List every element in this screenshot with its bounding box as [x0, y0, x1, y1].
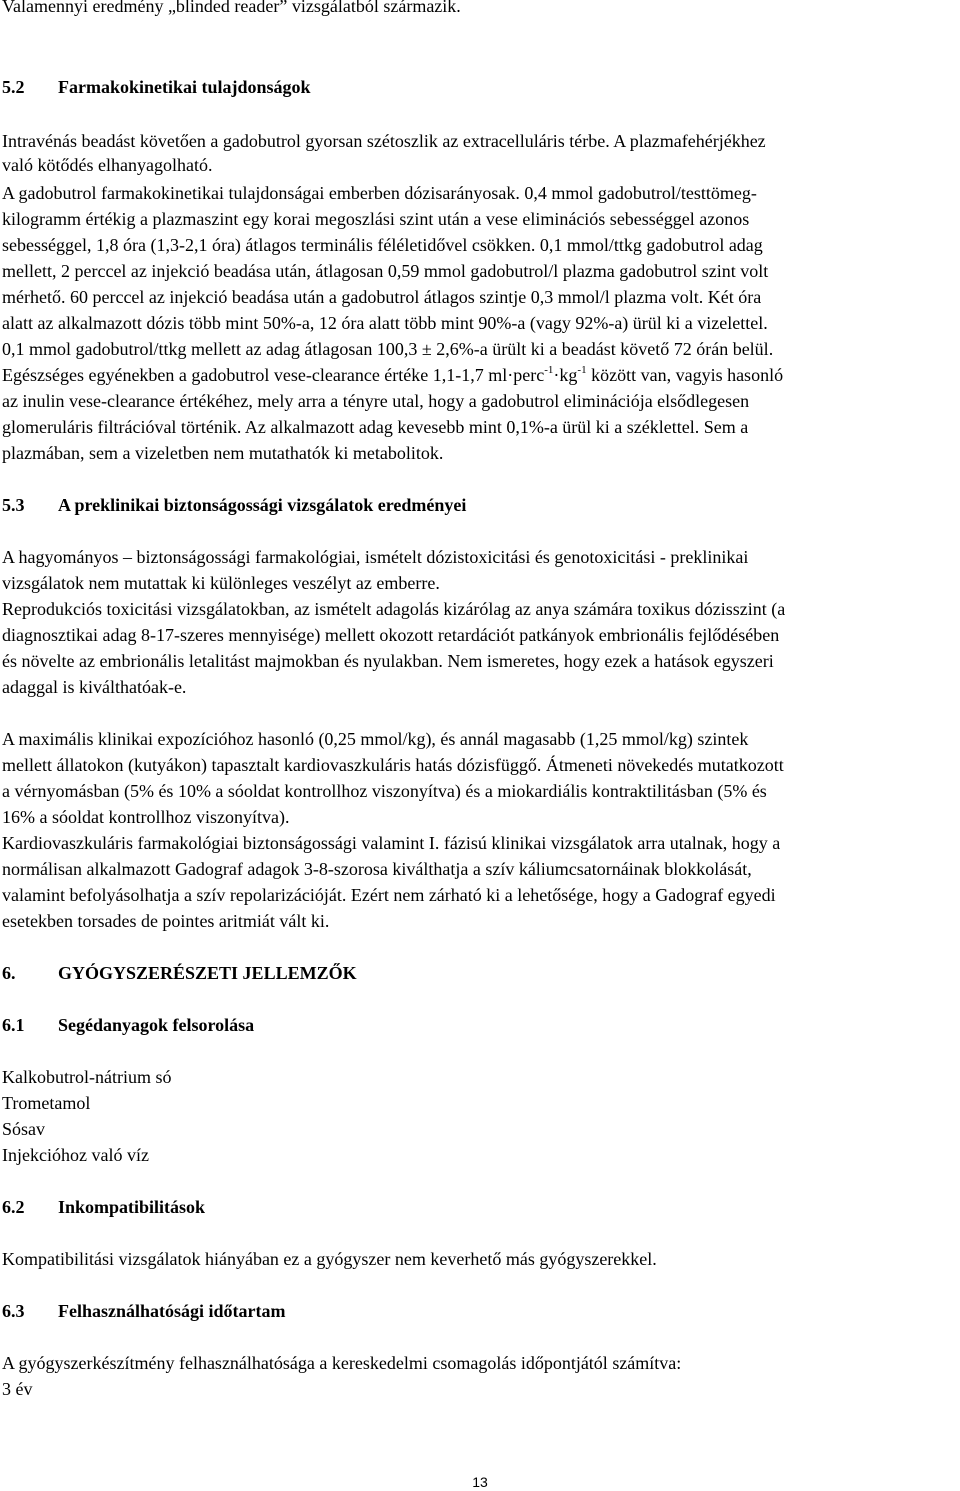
paragraph-line: 3 év [2, 1379, 33, 1399]
paragraph-line: A maximális klinikai expozícióhoz hasonló (0,25 mmol/kg), és annál magasabb (1,25 mmol/kg) szintek [2, 729, 749, 749]
paragraph-line: valamint befolyásolhatja a szív repolarizációját. Ezért nem zárható ki a lehetősége, hogy a Gadograf egyedi [2, 885, 776, 905]
section-heading-6-3 [2, 1300, 286, 1322]
paragraph-line: Intravénás beadást követően a gadobutrol gyorsan szétoszlik az extracelluláris térbe. A plazmafehérjékhez [2, 131, 766, 151]
section-heading-5-3 [2, 494, 466, 516]
paragraph-line: kilogramm értékig a plazmaszint egy korai megoszlási szint után a vese eliminációs sebességgel azonos [2, 209, 750, 229]
paragraph-line: Kompatibilitási vizsgálatok hiányában ez a gyógyszer nem keverhető más gyógyszerekkel. [2, 1249, 657, 1269]
unit-kg: kg [559, 365, 578, 385]
paragraph-line: esetekben torsades de pointes aritmiát vált ki. [2, 911, 330, 931]
unit-minute: perc [513, 365, 545, 385]
excipient-item: Kalkobutrol-nátrium só [2, 1067, 172, 1087]
excipient-item: Injekcióhoz való víz [2, 1145, 149, 1165]
section-title: Farmakokinetikai tulajdonságok [58, 77, 311, 97]
section-title: Felhasználhatósági időtartam [58, 1301, 286, 1321]
section-number: 6.3 [2, 1301, 25, 1321]
section-heading-6-1 [2, 1014, 254, 1036]
paragraph-line: mérhető. 60 perccel az injekció beadása után a gadobutrol átlagos szintje 0,3 mmol/l plazma volt. Két óra [2, 287, 762, 307]
clearance-text: Egészséges egyénekben a gadobutrol vese-clearance értéke 1,1-1,7 ml [2, 365, 508, 385]
section-heading-6 [2, 962, 357, 984]
clearance-text-end: között van, vagyis hasonló [586, 365, 784, 385]
paragraph-line: a vérnyomásban (5% és 10% a sóoldat kontrollhoz viszonyítva) és a miokardiális kontraktilitásban (5% és [2, 781, 767, 801]
paragraph-line: adaggal is kiválthatóak-e. [2, 677, 187, 697]
paragraph-line: alatt az alkalmazott dózis több mint 50%-a, 12 óra alatt több mint 90%-a (vagy 92%-a) ürül ki a vizelettel. [2, 313, 768, 333]
section-heading-5-2 [2, 76, 311, 98]
section-number: 5.3 [2, 495, 25, 515]
section-number: 5.2 [2, 77, 25, 97]
paragraph-line: Reprodukciós toxicitási vizsgálatokban, az ismételt adagolás kizárólag az anya számára toxikus dózisszint (a [2, 599, 786, 619]
paragraph-line: 16% a sóoldat kontrollhoz viszonyítva). [2, 807, 290, 827]
paragraph-line: A gadobutrol farmakokinetikai tulajdonságai emberben dózisarányosak. 0,4 mmol gadobutrol/testtömeg- [2, 183, 757, 203]
section-heading-6-2 [2, 1196, 205, 1218]
paragraph-line: 0,1 mmol gadobutrol/ttkg mellett az adag átlagosan 100,3 ± 2,6%-a ürült ki a beadást követő 72 órán belül. [2, 339, 774, 359]
paragraph-line: mellett állatokon (kutyákon) tapasztalt kardiovaszkuláris hatás dózisfüggő. Átmeneti növekedés mutatkozott [2, 755, 784, 775]
paragraph-line: vizsgálatok nem mutattak ki különleges veszélyt az emberre. [2, 573, 440, 593]
page-number: 13 [472, 1474, 488, 1490]
excipient-item: Sósav [2, 1119, 46, 1139]
section-title: GYÓGYSZERÉSZETI JELLEMZŐK [58, 963, 357, 983]
paragraph-line: mellett, 2 perccel az injekció beadása után, átlagosan 0,59 mmol gadobutrol/l plazma gadobutrol szint volt [2, 261, 769, 281]
paragraph-line: sebességgel, 1,8 óra (1,3-2,1 óra) átlagos terminális féléletidővel csökken. 0,1 mmol/ttkg gadobutrol adag [2, 235, 763, 255]
top-note: Valamennyi eredmény „blinded reader” vizsgálatból származik. [2, 0, 461, 16]
paragraph-line: plazmában, sem a vizeletben nem mutathatók ki metabolitok. [2, 443, 444, 463]
paragraph-line: és növelte az embrionális letalitást majmokban és nyulakban. Nem ismeretes, hogy ezek a hatások egyszeri [2, 651, 774, 671]
section-number: 6. [2, 963, 16, 983]
paragraph-line: az inulin vese-clearance értékéhez, mely arra a tényre utal, hogy a gadobutrol eliminációja elsődlegesen [2, 391, 750, 411]
exponent: -1 [544, 364, 554, 376]
section-title: Inkompatibilitások [58, 1197, 206, 1217]
section-number: 6.1 [2, 1015, 25, 1035]
exponent: -1 [577, 364, 587, 376]
clearance-line: Egészséges egyénekben a gadobutrol vese-clearance értéke 1,1-1,7 $ml\cdot perc^{-1}\cdot kg^{-1}$ között van, vagyis hasonló [2, 364, 784, 385]
excipient-item: Trometamol [2, 1093, 91, 1113]
paragraph-line: diagnosztikai adag 8-17-szeres mennyisége) mellett okozott retardációt patkányok embrionális fejlődésében [2, 625, 780, 645]
paragraph-line: való kötődés elhanyagolható. [2, 155, 213, 175]
section-title: Segédanyagok felsorolása [58, 1015, 255, 1035]
paragraph-line: Kardiovaszkuláris farmakológiai biztonságossági valamint I. fázisú klinikai vizsgálatok arra utalnak, hogy a [2, 833, 781, 853]
section-title: A preklinikai biztonságossági vizsgálatok eredményei [58, 495, 467, 515]
paragraph-line: A gyógyszerkészítmény felhasználhatósága a kereskedelmi csomagolás időpontjától számítva: [2, 1353, 682, 1373]
paragraph-line: A hagyományos – biztonságossági farmakológiai, ismételt dózistoxicitási és genotoxicitási - preklinikai [2, 547, 749, 567]
section-number: 6.2 [2, 1197, 25, 1217]
paragraph-line: glomeruláris filtrációval történik. Az alkalmazott adag kevesebb mint 0,1%-a ürül ki a széklettel. Sem a [2, 417, 749, 437]
paragraph-line: normálisan alkalmazott Gadograf adagok 3-8-szorosa kiválthatja a szív káliumcsatornáinak blokkolását, [2, 859, 752, 879]
